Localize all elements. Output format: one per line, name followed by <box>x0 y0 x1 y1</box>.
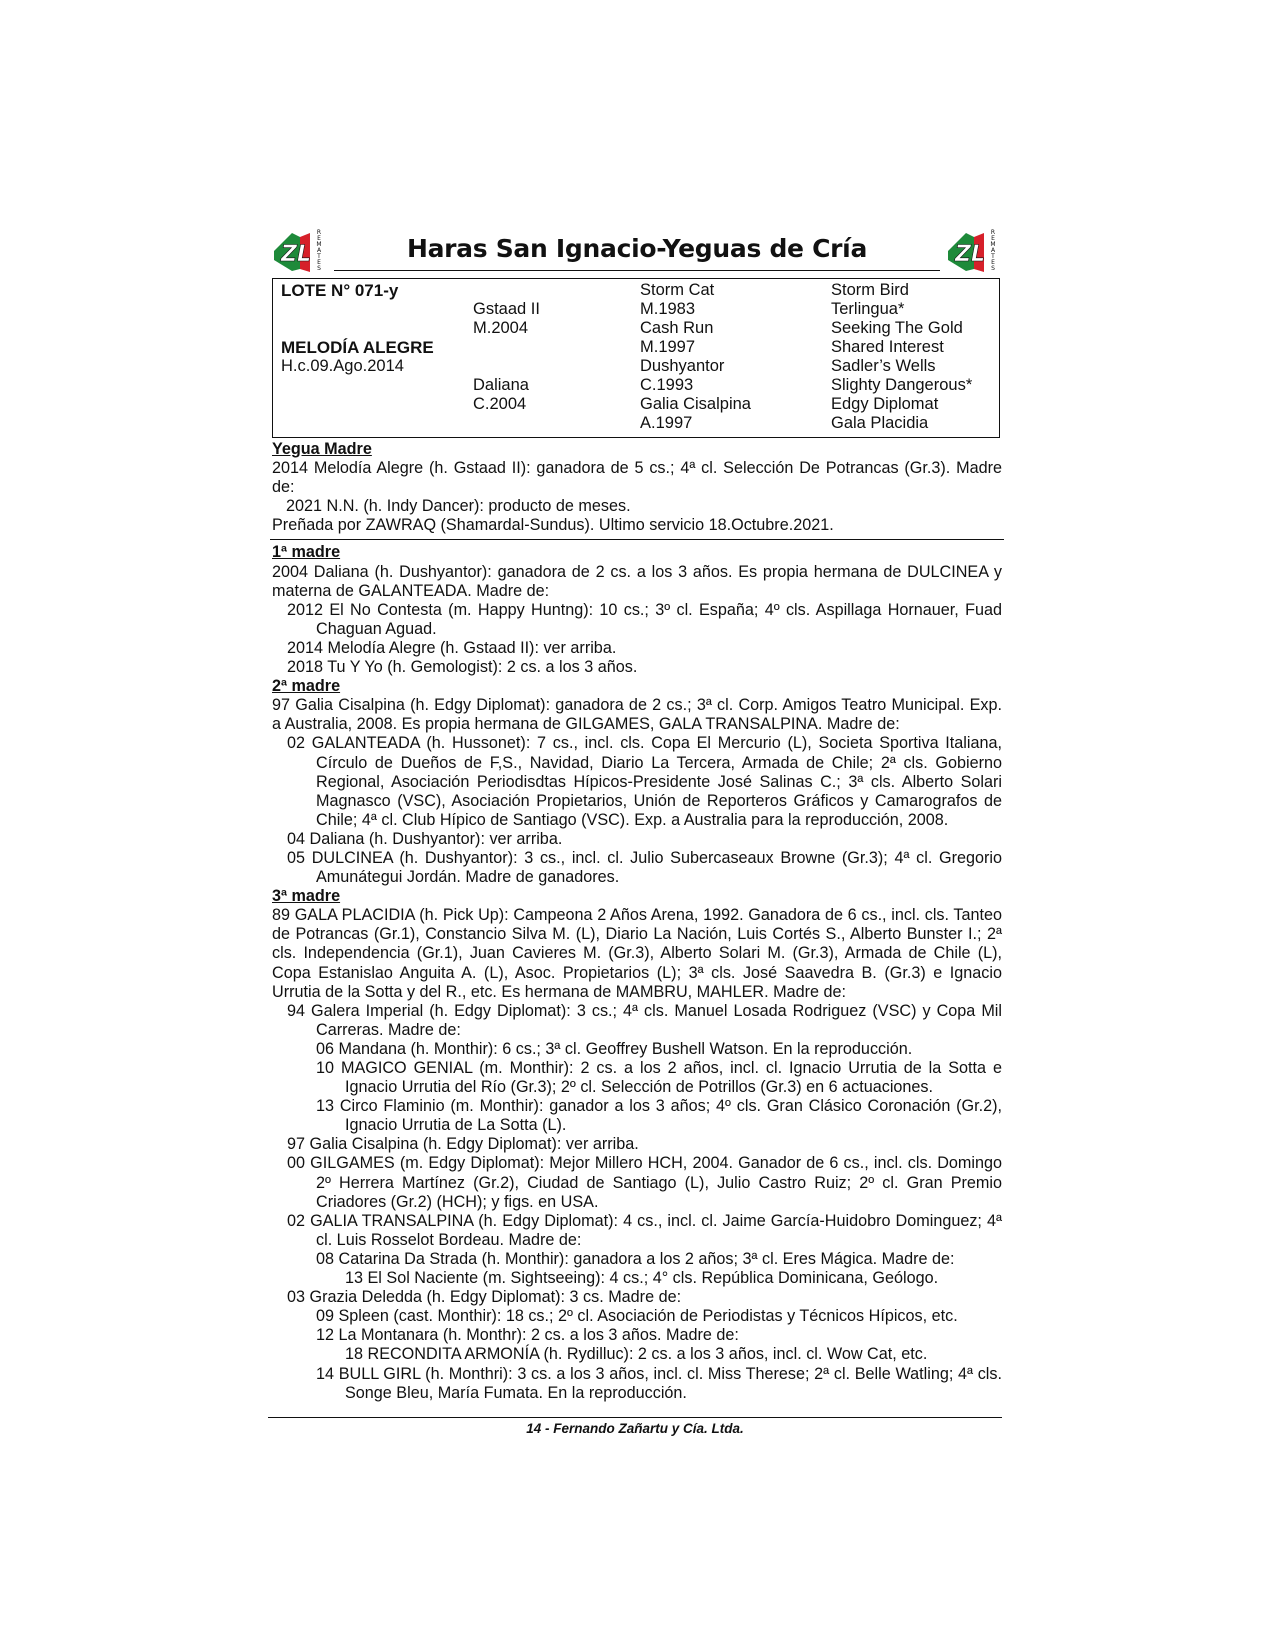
produce-entry: 10 MAGICO GENIAL (m. Monthir): 2 cs. a los 2 años, incl. cl. Ignacio Urrutia de la Sotta e Ignacio Urrutia del Río (Gr.3); 2º cl. Selección de Potrillos (Gr.3) en 6 actuaciones. <box>316 1059 1002 1097</box>
great-grandparent-entry: Edgy Diplomat <box>831 395 939 413</box>
grandparent-entry: M.1997 <box>640 338 696 356</box>
produce-entry: 2021 N.N. (h. Indy Dancer): producto de meses. <box>286 497 631 516</box>
covering-info: Preñada por ZAWRAQ (Shamardal-Sundus). Ultimo servicio 18.Octubre.2021. <box>272 516 834 535</box>
second-dam-text: 97 Galia Cisalpina (h. Edgy Diplomat): ganadora de 2 cs.; 3ª cl. Corp. Amigos Teatro Municipal. Exp. a Australia, 2008. Es propia hermana de GILGAMES, GALA TRANSALPINA. Madre de: <box>272 696 1002 734</box>
produce-entry: 06 Mandana (h. Monthir): 6 cs.; 3ª cl. Geoffrey Bushell Watson. En la reproducción. <box>316 1039 913 1058</box>
grandparent-entry: C.1993 <box>640 376 694 394</box>
produce-entry: 2014 Melodía Alegre (h. Gstaad II): ver arriba. <box>287 638 617 657</box>
section-title-2-madre: 2ª madre <box>272 677 341 696</box>
title-underline <box>334 226 940 271</box>
pedigree-table <box>272 278 1000 438</box>
svg-text:A: A <box>316 247 322 254</box>
grandparent-entry: M.1983 <box>640 300 696 318</box>
produce-entry: 2012 El No Contesta (m. Happy Huntng): 10 cs.; 3º cl. España; 4º cls. Aspillaga Hornauer, Fuad Chaguan Aguad. <box>287 600 1002 638</box>
grandparent-entry: A.1997 <box>640 414 693 432</box>
great-grandparent-entry: Terlingua* <box>831 300 905 318</box>
svg-text:T: T <box>317 253 321 260</box>
produce-entry: 13 El Sol Naciente (m. Sightseeing): 4 cs.; 4° cls. República Dominicana, Geólogo. <box>345 1269 939 1288</box>
produce-entry: 94 Galera Imperial (h. Edgy Diplomat): 3 cs.; 4ª cls. Manuel Losada Rodriguez (VSC) y Copa Mil Carreras. Madre de: <box>287 1001 1002 1039</box>
horse-name: MELODÍA ALEGRE <box>281 338 434 357</box>
svg-text:ZL: ZL <box>955 242 985 267</box>
great-grandparent-entry: Gala Placidia <box>831 414 929 432</box>
page-title: Haras San Ignacio-Yeguas de Cría <box>406 234 868 263</box>
produce-entry: 2018 Tu Y Yo (h. Gemologist): 2 cs. a los 3 años. <box>287 658 638 677</box>
svg-text:M: M <box>990 241 996 248</box>
yegua-madre-text: 2014 Melodía Alegre (h. Gstaad II): ganadora de 5 cs.; 4ª cl. Selección De Potrancas (Gr.3). Madre de: <box>272 459 1002 497</box>
grandparent-entry: Dushyantor <box>640 357 725 375</box>
produce-entry: 05 DULCINEA (h. Dushyantor): 3 cs., incl. cl. Julio Subercaseaux Browne (Gr.3); 4ª cl. Gregorio Amunátegui Jordán. Madre de ganadores. <box>287 848 1002 887</box>
section-title-3-madre: 3ª madre <box>272 887 341 906</box>
grandparent-entry: Storm Cat <box>640 281 715 299</box>
section-divider <box>270 539 1004 540</box>
lot-number: LOTE N° 071-y <box>281 281 399 300</box>
svg-text:M: M <box>316 241 322 248</box>
grandparent-entry: Cash Run <box>640 319 714 337</box>
svg-text:R: R <box>316 229 322 236</box>
svg-text:S: S <box>991 265 995 272</box>
produce-entry: 18 RECONDITA ARMONÍA (h. Rydilluc): 2 cs. a los 3 años, incl. cl. Wow Cat, etc. <box>345 1345 928 1364</box>
produce-entry: 02 GALANTEADA (h. Hussonet): 7 cs., incl. cls. Copa El Mercurio (L), Societa Sportiva Italiana, Círculo de Dueños de F,S., Navidad, Diario La Tercera, Armada de Chile; 2ª cls. Gobierno Regional, Asociación Periodisdtas Hípicos-Presidente José Salinas C.; 3ª cls. Alberto Solari Magnasco (VSC), Asociación Propietarios, Unión de Reporteros Gráficos y Camarografos de Chile; 4ª cl. Club Hípico de Santiago (VSC). Exp. a Australia para la reproducción, 2008. <box>287 734 1002 829</box>
great-grandparent-entry: Slighty Dangerous* <box>831 376 973 394</box>
svg-text:R: R <box>990 229 996 236</box>
sire-name: Gstaad II <box>473 300 540 318</box>
great-grandparent-entry: Sadler’s Wells <box>831 357 936 375</box>
dam-year: C.2004 <box>473 395 527 413</box>
produce-entry: 04 Daliana (h. Dushyantor): ver arriba. <box>287 829 563 848</box>
dam-name: Daliana <box>473 376 529 394</box>
horse-info: H.c.09.Ago.2014 <box>281 357 404 375</box>
footer-divider <box>268 1417 1002 1418</box>
zl-remates-logo-icon <box>272 228 328 274</box>
section-title-yegua-madre: Yegua Madre <box>272 440 372 458</box>
sire-year: M.2004 <box>473 319 529 337</box>
svg-text:E: E <box>317 235 321 242</box>
great-grandparent-entry: Shared Interest <box>831 338 944 356</box>
page-footer: 14 - Fernando Zañartu y Cía. Ltda. <box>526 1421 744 1436</box>
produce-entry: 02 GALIA TRANSALPINA (h. Edgy Diplomat): 4 cs., incl. cl. Jaime García-Huidobro Dominguez; 4ª cl. Luis Rosselot Bordeau. Madre de: <box>287 1211 1002 1249</box>
svg-text:E: E <box>991 235 995 242</box>
svg-text:E: E <box>317 259 321 266</box>
page-header <box>272 226 1002 274</box>
pedigree-notes <box>272 440 1002 1403</box>
produce-entry: 08 Catarina Da Strada (h. Monthir): ganadora a los 2 años; 3ª cl. Eres Mágica. Madre de: <box>316 1249 955 1268</box>
produce-entry: 12 La Montanara (h. Monthr): 2 cs. a los 3 años. Madre de: <box>316 1326 739 1345</box>
svg-text:T: T <box>991 253 995 260</box>
produce-entry: 03 Grazia Deledda (h. Edgy Diplomat): 3 cs. Madre de: <box>287 1288 682 1307</box>
first-dam-text: 2004 Daliana (h. Dushyantor): ganadora de 2 cs. a los 3 años. Es propia hermana de DULCINEA y materna de GALANTEADA. Madre de: <box>272 562 1002 600</box>
great-grandparent-entry: Storm Bird <box>831 281 909 299</box>
grandparent-entry: Galia Cisalpina <box>640 395 751 413</box>
svg-text:ZL: ZL <box>281 242 311 267</box>
svg-text:A: A <box>990 247 996 254</box>
produce-entry: 14 BULL GIRL (h. Monthri): 3 cs. a los 3 años, incl. cl. Miss Therese; 2ª cl. Belle Watling; 4ª cls. Songe Bleu, María Fumata. En la reproducción. <box>316 1364 1002 1402</box>
section-title-1-madre: 1ª madre <box>272 543 341 562</box>
svg-text:E: E <box>991 259 995 266</box>
produce-entry: 09 Spleen (cast. Monthir): 18 cs.; 2º cl. Asociación de Periodistas y Técnicos Hípicos, etc. <box>316 1307 958 1326</box>
produce-entry: 97 Galia Cisalpina (h. Edgy Diplomat): ver arriba. <box>287 1135 639 1154</box>
zl-remates-logo-icon <box>946 228 1002 274</box>
produce-entry: 00 GILGAMES (m. Edgy Diplomat): Mejor Millero HCH, 2004. Ganador de 6 cs., incl. cls. Domingo 2º Herrera Martínez (Gr.2), Ciudad de Santiago (L), Julio Castro Ruiz; 2º cl. Gran Premio Criadores (Gr.2) (HCH); y figs. en USA. <box>287 1154 1002 1211</box>
third-dam-text: 89 GALA PLACIDIA (h. Pick Up): Campeona 2 Años Arena, 1992. Ganadora de 6 cs., incl. cls. Tanteo de Potrancas (Gr.1), Constancio Silva M. (L), Diario La Nación, Luis Cortés S., Alberto Bunster I.; 2ª cls. Independencia (Gr.1), Juan Cavieres M. (Gr.3), Alberto Solari M. (Gr.3), Armada de Chile (L), Copa Estanislao Anguita A. (L), Asoc. Propietarios (L); 3ª cls. José Saavedra B. (Gr.3) e Ignacio Urrutia de la Sotta y del R., etc. Es hermana de MAMBRU, MAHLER. Madre de: <box>272 906 1002 1001</box>
svg-text:S: S <box>317 265 321 272</box>
great-grandparent-entry: Seeking The Gold <box>831 319 963 337</box>
produce-entry: 13 Circo Flaminio (m. Monthir): ganador a los 3 años; 4º cls. Gran Clásico Coronación (Gr.2), Ignacio Urrutia de La Sotta (L). <box>316 1097 1002 1135</box>
